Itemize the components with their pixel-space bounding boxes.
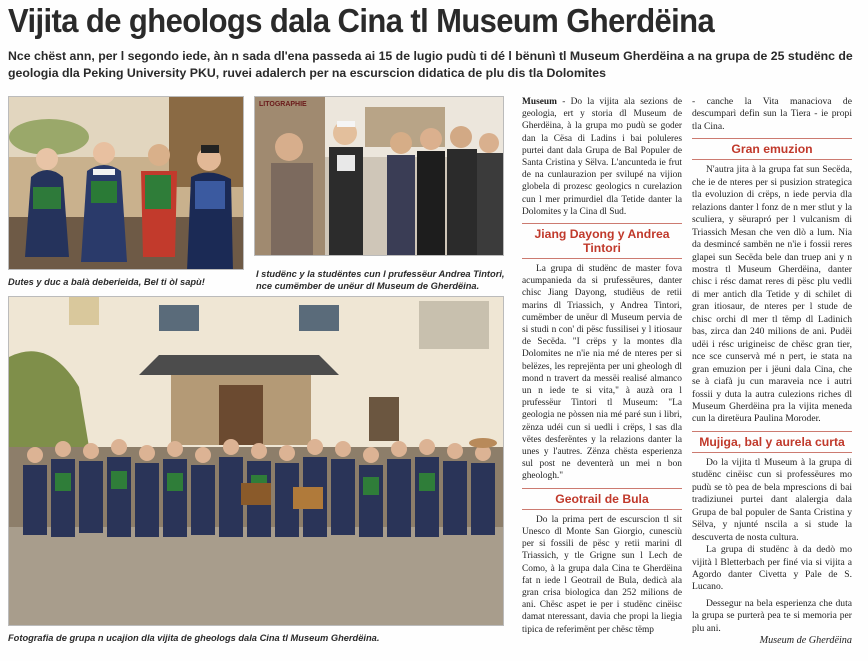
photo-students-professor xyxy=(254,96,504,256)
intro-paragraph xyxy=(522,96,682,218)
heading-geotrail: Geotrail de Bula xyxy=(555,491,649,506)
caption-photo-group: Fotografia de grupa n ucajion dla vijita de gheologs dala Cina tl Museum Gherdëina. xyxy=(8,633,380,643)
headline: Vijita de gheologs dala Cina tl Museum Gherdëina xyxy=(8,2,715,40)
divider xyxy=(522,223,682,224)
article-column-2 xyxy=(692,96,852,648)
photo-dancers xyxy=(8,96,244,270)
photo-students-image xyxy=(255,97,504,256)
divider xyxy=(522,258,682,259)
divider xyxy=(522,509,682,510)
heading-gran-emuzion: Gran emuzion xyxy=(731,142,813,157)
divider xyxy=(522,488,682,489)
photo-group-image xyxy=(9,297,504,626)
paragraph-bal: Do la vijita tl Museum à la grupa di studënc cinëisc cun si professëures mo pudù se tò pea de bela mprescions di bai tradiziunei purtei dant alalergia dala Grupa de bal populer de Santa Cristina y Sëlva, y njunté nscila a si stude la descuverta de nosta cultura. xyxy=(692,456,852,543)
lede: Nce chëst ann, per l segondo iede, àn n sada dl'ena passeda ai 15 de lugio pudù ti dé l bënunì tl Museum Gherdëina a na grupa de 25 studënc de geologia dla Peking University PKU, ruvei adalerch per na escurscion didatica de plu dis tla Dolomites xyxy=(8,49,853,80)
paragraph-tintori: La grupa di studënc de master fova acumpanieda da si prufessëures, danter chisc Jiang Dayong, studiëus de retii marins dl Triassich, y Andrea Tintori, cumëmber de unëur dl Museum pervia de si studi n con' di pësc fussilisei y l itiosaur de Secëda. "I crëps y la montes dla Dolomites ne n'ie nia mé de nteres per si belëzes, les reprejënta per uni gheologh dl mond n travert da messëi realisé almanco un n iede te si vita," à auzà ora l prufessëur Tintori tl Museum: "La geologia ne pòssen nia mé paré sun i libri, zënza udéi cun si uedli i crëps, l sas dla vëtes desferëntes y la relazions danter la unes y l'autres. Zënza chësta esperienza sul post ne deventerà un mei n bon gheologh." xyxy=(522,264,682,482)
paragraph-seceda: N'autra jita à la grupa fat sun Secëda, che ie de nteres per si pusizion strategica tla evoluzion di crëps, n iede pervia dla relazions danter l fonz de n mer stlut y la sculiera, y sëurapró per l vulcanism di Triassich Mesan che ven dlò a lum. Nia da desmincé sambën ne n'ie i fossii reres glapei sun Secëda bele dan truep ani y n mostra tl Museum Gherdëina, danter chisc i résc damat reres di pësc plu vedli di mer antich dla Tetide y di schilet di gran itiosaur, de nteres per l stude de chisc orchi dl mer tl tëmp dl Ladinich bas, zirca dan 240 milions de ani. Pudëi udëi i résc urigineisc de chësc gran tier, nce sce cunservà mé n pert, ie stata na gran emuzion per i jëuni dala Cina, che se à ciafà ju cun maraveia nce i autri fossii y duta la autra culezions riches dl Museum Gherdëina pra la vijita meneda cun la diretëura Paulina Moroder. xyxy=(692,164,852,425)
paragraph-geotrail: Do la prima pert de escurscion tl sit Unesco dl Monte San Giorgio, cunesciù per si fossili de pësc y retii marini dl Triassich, y tle Grigne sun l Lech de Como, à la grupa dala Cina te Gherdëina fat n iede l Geotrail de Bula, dedicà ala gran crisa biologica dan 252 milions de ani. Chësc aspet ie per i studënc cinëisc damat nteressant, davia che propi la liegia tipica de referimënt per chësc tëmp xyxy=(522,514,682,635)
paragraph-continuation: - canche la Vita manaciova de descumparì defin sun la Tiera - ie propi tla Cina. xyxy=(692,96,852,132)
divider xyxy=(692,138,852,139)
photo-dancers-image xyxy=(9,97,244,270)
divider xyxy=(692,159,852,160)
divider xyxy=(692,452,852,453)
caption-photo-students: I studënc y la studëntes cun l prufessëur Andrea Tintori, nce cumëmber de unëur dl Museum de Gherdëina. xyxy=(256,269,505,291)
heading-jiang-tintori: Jiang Dayong y Andrea Tintori xyxy=(534,227,670,256)
paragraph-bletterbach: La grupa di studënc à da dedò mo vijità l Bletterbach per finé via si vijita a Agordo danter Civetta y Pale de S. Lucano. xyxy=(692,544,852,593)
photo-sign-text: LITOGRAPHIE xyxy=(259,101,307,108)
intro-lead: Museum xyxy=(522,97,557,107)
heading-mujiga: Mujiga, bal y aurela curta xyxy=(699,434,845,449)
caption-photo-dancers: Dutes y duc a balà deberieida, Bel ti òl sapù! xyxy=(8,277,205,287)
intro-text: - Do la vijita ala sezions de geologia, ert y storia dl Museum de Gherdëina, à la grupa mo pudù se goder dan la Cësa di Ladins i bai poluleres purtei dant dala Grupa de Bal Populer de Santa Cristina y Sëlva. L'ancunteda ie frut de na cunlaurazion per svilupé na vijion globela di prozesc geologics n curelazion cun l mer primurdiel dla Tetide danter la Dolomites y la Cina dl Sud. xyxy=(522,97,682,217)
paragraph-closing: Dessegur na bela esperienza che duta la grupa se purterà pea te si memoria per plu ani. xyxy=(692,597,852,634)
divider xyxy=(692,431,852,432)
photo-group xyxy=(8,296,504,626)
article-column-1 xyxy=(522,96,682,636)
signature: Museum de Gherdëina xyxy=(759,635,852,647)
